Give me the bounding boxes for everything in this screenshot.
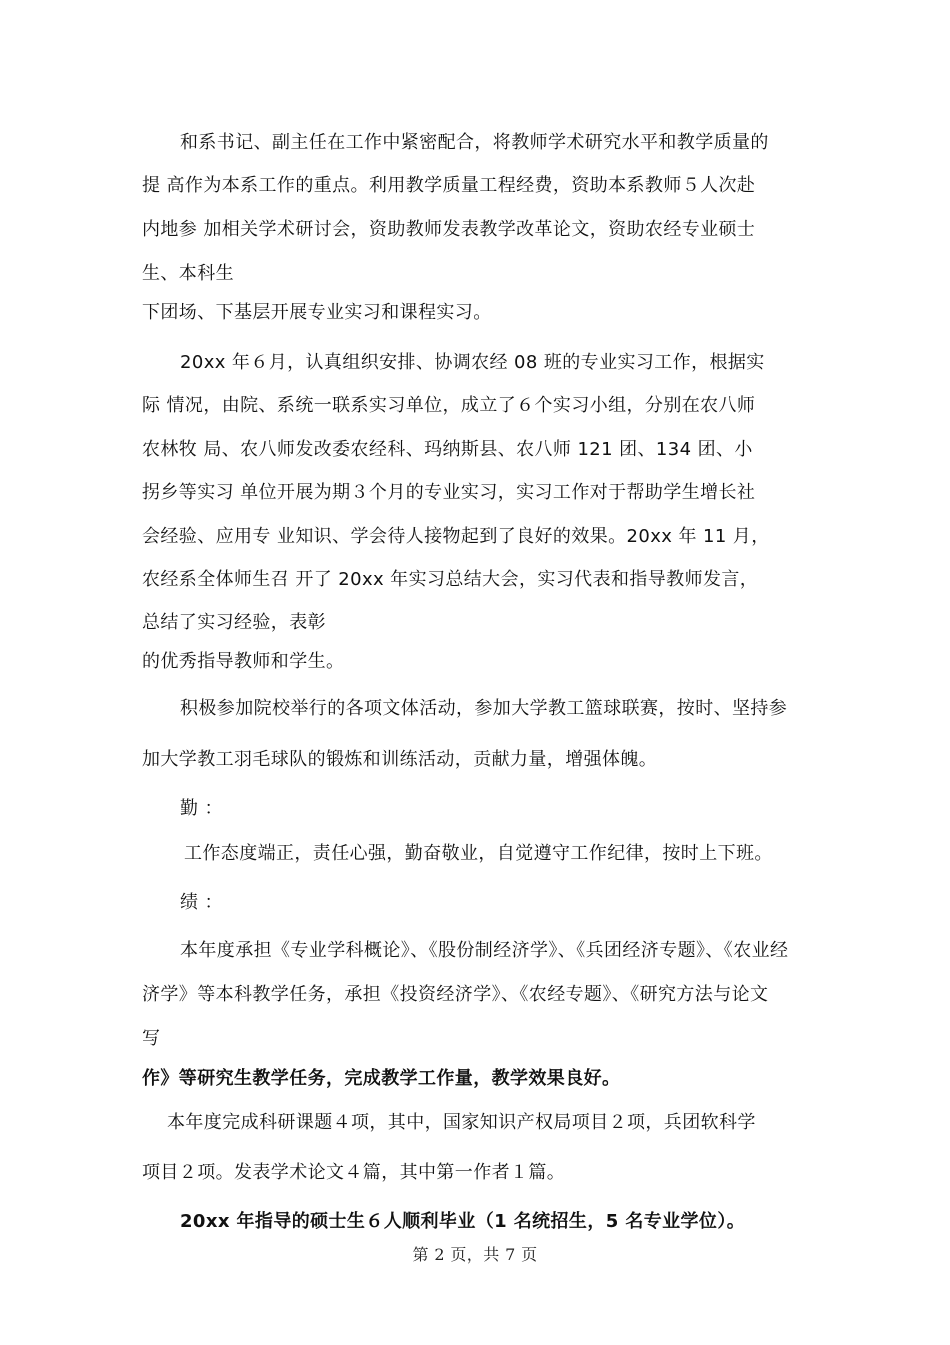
section-heading-diligence: 勤 ： [180,798,223,819]
paragraph-line: 济学》等本科教学任务，承担《投资经济学》、《农经专题》、《研究方法与论文 [142,984,769,1005]
paragraph-line: 下团场、下基层开展专业实习和课程实习。 [142,302,492,323]
paragraph-line: 内地参 加相关学术研讨会，资助教师发表教学改革论文，资助农经专业硕士 [142,219,756,240]
section-heading-achievement: 绩 ： [180,892,223,913]
page-footer: 第 2 页，共 7 页 [412,1245,538,1264]
paragraph-line: 生、本科生 [142,263,234,284]
paragraph-line: 际 情况，由院、系统一联系实习单位，成立了６个实习小组，分别在农八师 [142,395,756,416]
paragraph-line: 20xx 年６月，认真组织安排、协调农经 08 班的专业实习工作，根据实 [180,352,765,373]
paragraph-line: 加大学教工羽毛球队的锻炼和训练活动，贡献力量，增强体魄。 [142,749,658,770]
paragraph-line: 的优秀指导教师和学生。 [142,651,345,672]
paragraph-line: 积极参加院校举行的各项文体活动，参加大学教工篮球联赛，按时、坚持参 [180,698,788,719]
paragraph-line: 工作态度端正，责任心强，勤奋敬业，自觉遵守工作纪律，按时上下班。 [184,843,773,864]
paragraph-line: 提 高作为本系工作的重点。利用教学质量工程经费，资助本系教师５人次赴 [142,175,756,196]
paragraph-line: 拐乡等实习 单位开展为期３个月的专业实习，实习工作对于帮助学生增长社 [142,482,756,503]
paragraph-line: 20xx 年指导的硕士生６人顺利毕业（1 名统招生，5 名专业学位）。 [180,1211,746,1232]
paragraph-line: 农经系全体师生召 开了 20xx 年实习总结大会，实习代表和指导教师发言， [142,569,759,590]
paragraph-line: 写 [142,1028,161,1049]
paragraph-line: 总结了实习经验，表彰 [142,612,326,633]
paragraph-line: 本年度完成科研课题４项，其中，国家知识产权局项目２项，兵团软科学 [167,1112,756,1133]
paragraph-line: 作》等研究生教学任务，完成教学工作量，教学效果良好。 [142,1068,621,1089]
paragraph-line: 会经验、应用专 业知识、学会待人接物起到了良好的效果。20xx 年 11 月， [142,526,770,547]
paragraph-line: 本年度承担《专业学科概论》、《股份制经济学》、《兵团经济专题》、《农业经 [180,940,789,961]
paragraph-line: 农林牧 局、农八师发改委农经科、玛纳斯县、农八师 121 团、134 团、小 [142,439,753,460]
paragraph-line: 项目２项。发表学术论文４篇，其中第一作者１篇。 [142,1162,566,1183]
paragraph-line: 和系书记、副主任在工作中紧密配合，将教师学术研究水平和教学质量的 [180,132,769,153]
